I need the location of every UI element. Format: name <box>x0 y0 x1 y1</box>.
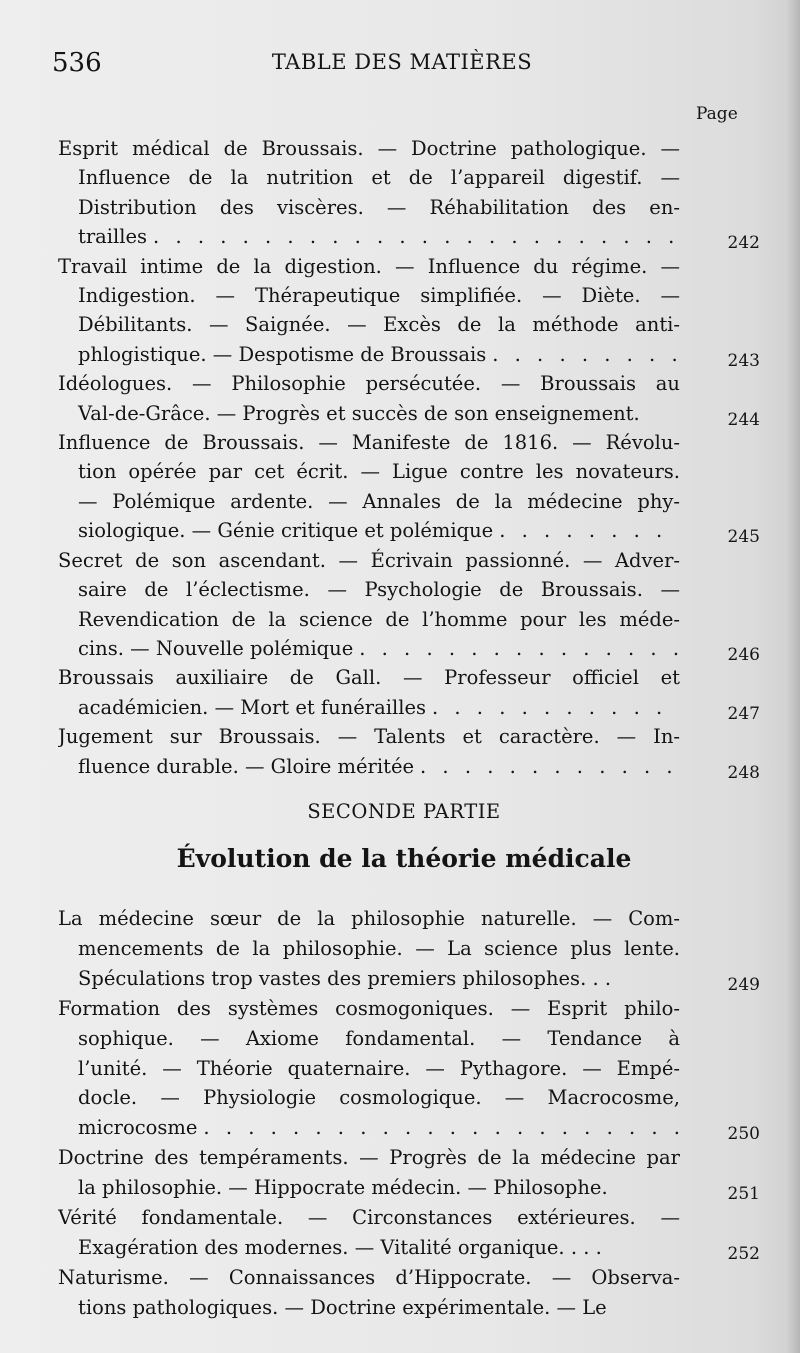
toc-entry-line: La médecine sœur de la philosophie naturelle. — Com- <box>58 907 680 930</box>
dot-leader <box>153 222 680 251</box>
toc-entry <box>58 1263 680 1323</box>
toc-entry-line: Naturisme. — Connaissances d’Hippocrate. — Observa- <box>58 1265 680 1289</box>
toc-entry <box>58 134 760 254</box>
toc-entry-line: la philosophie. — Hippocrate médecin. — Philosophe. <box>78 1176 608 1200</box>
dot-leader <box>499 516 680 545</box>
toc-page-number: 247 <box>727 703 760 724</box>
toc-entry-line: Débilitants. — Saignée. — Excès de la méthode anti- <box>78 313 680 337</box>
toc-entry <box>58 369 760 430</box>
toc-page-number: 246 <box>727 644 760 665</box>
toc-entry <box>58 722 760 783</box>
section-title: Évolution de la théorie médicale <box>176 844 632 873</box>
toc-entry-line: Travail intime de la digestion. — Influence du régime. — <box>58 254 680 278</box>
toc-entry-line: Idéologues. — Philosophie persécutée. — Broussais au <box>58 372 680 396</box>
toc-entry-line: Esprit médical de Broussais. — Doctrine pathologique. — <box>58 137 680 160</box>
page-column-label: Page <box>696 104 738 124</box>
toc-entry-line: Distribution des viscères. — Réhabilitation des en- <box>78 195 680 219</box>
toc-entry <box>58 904 760 995</box>
toc-entry-text: phlogistique. — Despotisme de Broussais <box>78 342 487 366</box>
toc-entry-line: Formation des systèmes cosmogoniques. — Esprit philo- <box>58 996 680 1020</box>
toc-entry-line <box>58 516 680 545</box>
toc-page-number: 242 <box>727 233 760 254</box>
dot-leader <box>492 340 680 369</box>
section-label: SECONDE PARTIE <box>307 800 501 823</box>
toc-entry-line: Secret de son ascendant. — Écrivain passionné. — Adver- <box>58 548 680 572</box>
toc-entry <box>58 1143 760 1205</box>
toc-entry-line: Influence de Broussais. — Manifeste de 1816. — Révolu- <box>58 431 680 455</box>
toc-entry <box>58 428 760 548</box>
running-title: TABLE DES MATIÈRES <box>271 50 533 74</box>
toc-entry-line: docle. — Physiologie cosmologique. — Macrocosme, <box>78 1086 680 1110</box>
toc-entry <box>58 546 760 665</box>
toc-entry-line: l’unité. — Théorie quaternaire. — Pythagore. — Empé- <box>78 1056 680 1080</box>
toc-entry-text: microcosme <box>78 1116 198 1140</box>
toc-entry <box>58 252 760 371</box>
toc-page-number: 248 <box>727 762 760 783</box>
page-header <box>52 48 752 82</box>
toc-entry-line: Revendication de la science de l’homme pour les méde- <box>78 607 680 631</box>
toc-entry-line <box>58 693 680 722</box>
toc-entry-line: Influence de la nutrition et de l’appareil digestif. — <box>78 166 680 190</box>
toc-entry-line: Jugement sur Broussais. — Talents et caractère. — In- <box>58 725 680 749</box>
toc-entry-text: cins. — Nouvelle polémique <box>78 636 354 660</box>
toc-page-number: 243 <box>727 350 760 371</box>
toc-entry-line: mencements de la philosophie. — La science plus lente. <box>78 936 680 960</box>
toc-entry-line: Spéculations trop vastes des premiers philosophes. . . <box>78 966 612 990</box>
toc-page-number: 249 <box>727 974 760 995</box>
toc-entry-text: fluence durable. — Gloire méritée <box>78 754 415 778</box>
table-of-contents-second-part <box>58 904 758 1323</box>
toc-entry-text: académicien. — Mort et funérailles <box>78 695 426 719</box>
toc-entry <box>58 663 760 724</box>
toc-entry-line <box>58 634 680 663</box>
dot-leader <box>420 752 680 781</box>
toc-entry-line <box>58 1113 680 1143</box>
dot-leader <box>359 634 680 663</box>
toc-page-number: 252 <box>727 1243 760 1264</box>
toc-entry-text: siologique. — Génie critique et polémique <box>78 519 494 543</box>
toc-entry-line: Broussais auxiliaire de Gall. — Professeur officiel et <box>58 666 680 690</box>
toc-entry-text: trailles <box>78 225 148 249</box>
toc-page-number: 251 <box>727 1184 760 1205</box>
toc-entry-line: Doctrine des tempéraments. — Progrès de la médecine par <box>58 1146 680 1170</box>
toc-page-number: 244 <box>727 409 760 430</box>
toc-entry-line: — Polémique ardente. — Annales de la médecine phy- <box>78 489 680 513</box>
dot-leader <box>432 693 680 722</box>
toc-entry-line: tion opérée par cet écrit. — Ligue contre les novateurs. <box>78 460 680 484</box>
dot-leader <box>203 1113 680 1143</box>
toc-entry-line <box>58 752 680 781</box>
toc-entry-line: tions pathologiques. — Doctrine expérimentale. — Le <box>78 1295 607 1319</box>
toc-entry <box>58 994 760 1145</box>
toc-page-number: 250 <box>727 1124 760 1145</box>
toc-entry-line <box>58 340 680 369</box>
toc-entry <box>58 1203 760 1264</box>
toc-entry-line: saire de l’éclectisme. — Psychologie de Broussais. — <box>78 578 680 602</box>
page-number: 536 <box>52 48 102 78</box>
table-of-contents-first-part <box>58 134 758 781</box>
toc-entry-line: Exagération des modernes. — Vitalité organique. . . . <box>78 1235 602 1259</box>
toc-entry-line: Indigestion. — Thérapeutique simplifiée. — Diète. — <box>78 284 680 308</box>
toc-entry-line <box>58 222 680 251</box>
toc-page-number: 245 <box>727 527 760 548</box>
toc-entry-line: sophique. — Axiome fondamental. — Tendance à <box>78 1026 680 1050</box>
toc-entry-line: Vérité fondamentale. — Circonstances extérieures. — <box>58 1206 680 1230</box>
page-edge-shadow <box>786 0 800 1353</box>
toc-entry-line: Val-de-Grâce. — Progrès et succès de son enseignement. <box>78 401 640 425</box>
